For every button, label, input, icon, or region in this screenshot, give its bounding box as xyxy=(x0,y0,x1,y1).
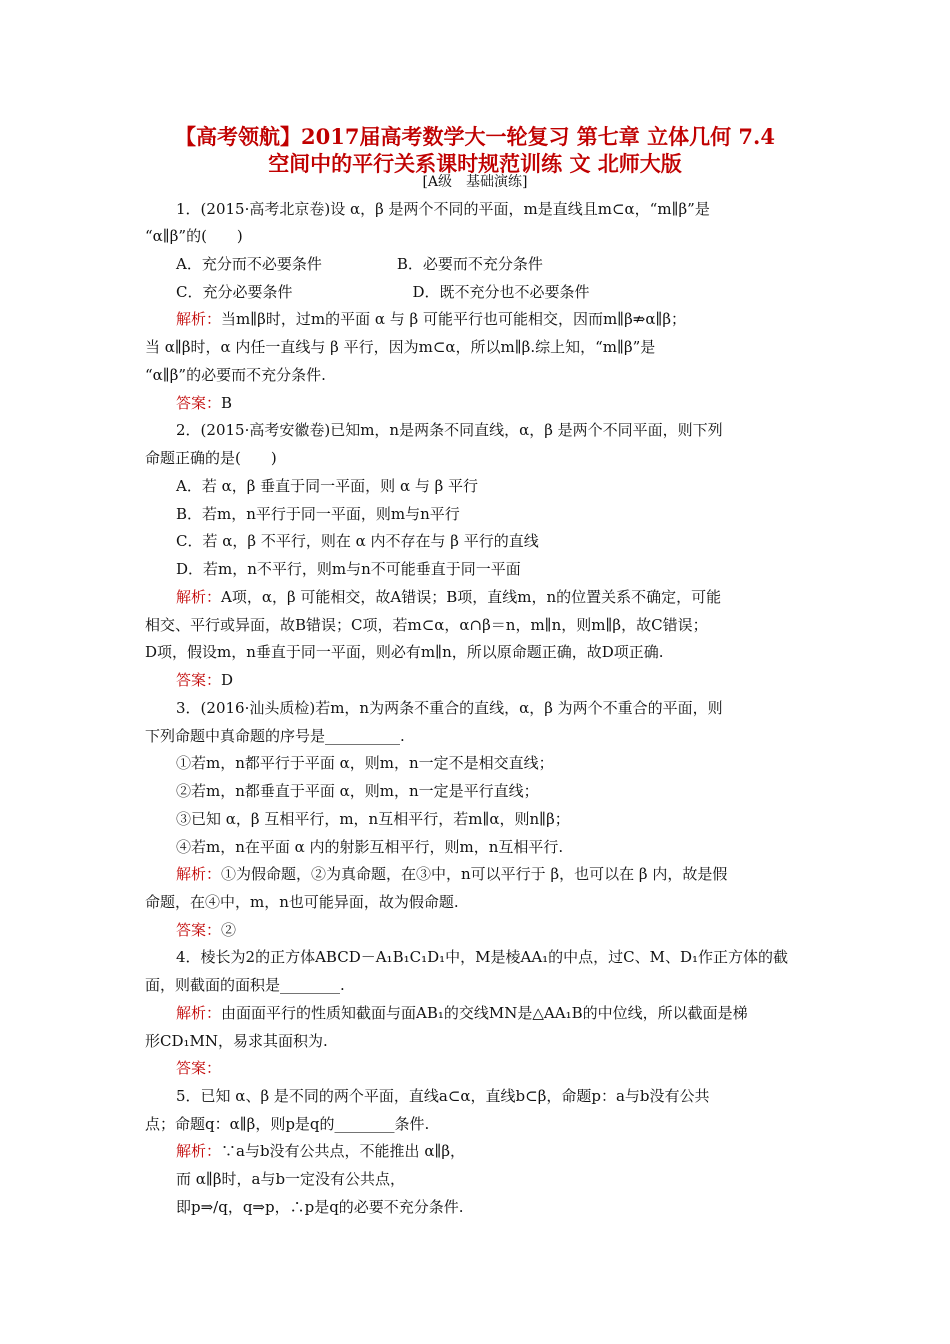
solution-line: 解析：当m∥β时，过m的平面 α 与 β 可能平行也可能相交，因而m∥β⇏α∥β； xyxy=(176,310,687,328)
option-line: A．若 α，β 垂直于同一平面，则 α 与 β 平行 xyxy=(176,477,479,495)
answer-line: 答案：B xyxy=(176,394,233,412)
solution-line: D项，假设m，n垂直于同一平面，则必有m∥n，所以原命题正确，故D项正确. xyxy=(145,643,664,661)
solution-line: “α∥β”的必要而不充分条件. xyxy=(145,366,326,384)
solution-line: 相交、平行或异面，故B错误；C项，若m⊂α，α∩β＝n，m∥n，则m∥β，故C错误； xyxy=(145,616,708,634)
solution-line: 解析：A项，α，β 可能相交，故A错误；B项，直线m，n的位置关系不确定，可能 xyxy=(176,588,722,606)
solution-line: 而 α∥β时，a与b一定没有公共点， xyxy=(176,1170,406,1188)
option-line: A．充分而不必要条件 B．必要而不充分条件 xyxy=(176,255,543,273)
section-heading: [A级 基础演练] xyxy=(422,174,528,190)
option-line: ①若m，n都平行于平面 α，则m，n一定不是相交直线； xyxy=(176,754,554,772)
text-line: “α∥β”的( ) xyxy=(145,227,243,245)
option-line: C．若 α，β 不平行，则在 α 内不存在与 β 平行的直线 xyxy=(176,532,539,550)
solution-line: 解析：由面面平行的性质知截面与面AB₁的交线MN是△AA₁B的中位线，所以截面是梯 xyxy=(176,1004,748,1022)
solution-line: 解析：∵a与b没有公共点，不能推出 α∥β， xyxy=(176,1142,466,1160)
option-line: D．若m，n不平行，则m与n不可能垂直于同一平面 xyxy=(176,560,521,578)
option-line: ③已知 α，β 互相平行，m，n互相平行，若m∥α，则n∥β； xyxy=(176,810,570,828)
option-line: ②若m，n都垂直于平面 α，则m，n一定是平行直线； xyxy=(176,782,539,800)
text-line: 3．(2016·汕头质检)若m，n为两条不重合的直线，α，β 为两个不重合的平面，则 xyxy=(176,699,723,717)
option-line: C．充分必要条件 D．既不充分也不必要条件 xyxy=(176,283,590,301)
solution-line: 即p⇒/q，q⇒p，∴p是q的必要不充分条件. xyxy=(176,1198,464,1216)
answer-line: 答案：② xyxy=(176,921,237,939)
text-line: 点；命题q：α∥β，则p是q的________条件. xyxy=(145,1115,430,1133)
option-line: B．若m，n平行于同一平面，则m与n平行 xyxy=(176,505,460,523)
answer-line: 答案：D xyxy=(176,671,234,689)
text-line: 2．(2015·高考安徽卷)已知m，n是两条不同直线，α，β 是两个不同平面，则下列 xyxy=(176,421,723,439)
document-title-line-2: 空间中的平行关系课时规范训练 文 北师大版 xyxy=(268,151,682,176)
document-title-line-1: 【高考领航】2017届高考数学大一轮复习 第七章 立体几何 7.4 xyxy=(175,124,775,149)
solution-line: 解析：①为假命题，②为真命题，在③中，n可以平行于 β，也可以在 β 内，故是假 xyxy=(176,865,728,883)
text-line: 下列命题中真命题的序号是__________. xyxy=(145,727,405,745)
solution-line: 形CD₁MN，易求其面积为. xyxy=(145,1032,328,1050)
text-line: 命题正确的是( ) xyxy=(145,449,277,467)
solution-line: 命题，在④中，m，n也可能异面，故为假命题. xyxy=(145,893,459,911)
answer-line: 答案： xyxy=(176,1059,222,1077)
text-line: 4．棱长为2的正方体ABCD－A₁B₁C₁D₁中，M是棱AA₁的中点，过C、M、D₁作正方体的截 xyxy=(176,948,789,966)
option-line: ④若m，n在平面 α 内的射影互相平行，则m，n互相平行. xyxy=(176,838,564,856)
solution-line: 当 α∥β时，α 内任一直线与 β 平行，因为m⊂α，所以m∥β.综上知，“m∥β”是 xyxy=(145,338,656,356)
text-line: 5．已知 α、β 是不同的两个平面，直线a⊂α，直线b⊂β，命题p：a与b没有公共 xyxy=(176,1087,710,1105)
text-line: 1．(2015·高考北京卷)设 α，β 是两个不同的平面，m是直线且m⊂α，“m∥β”是 xyxy=(176,200,710,218)
text-line: 面，则截面的面积是________. xyxy=(145,976,345,994)
